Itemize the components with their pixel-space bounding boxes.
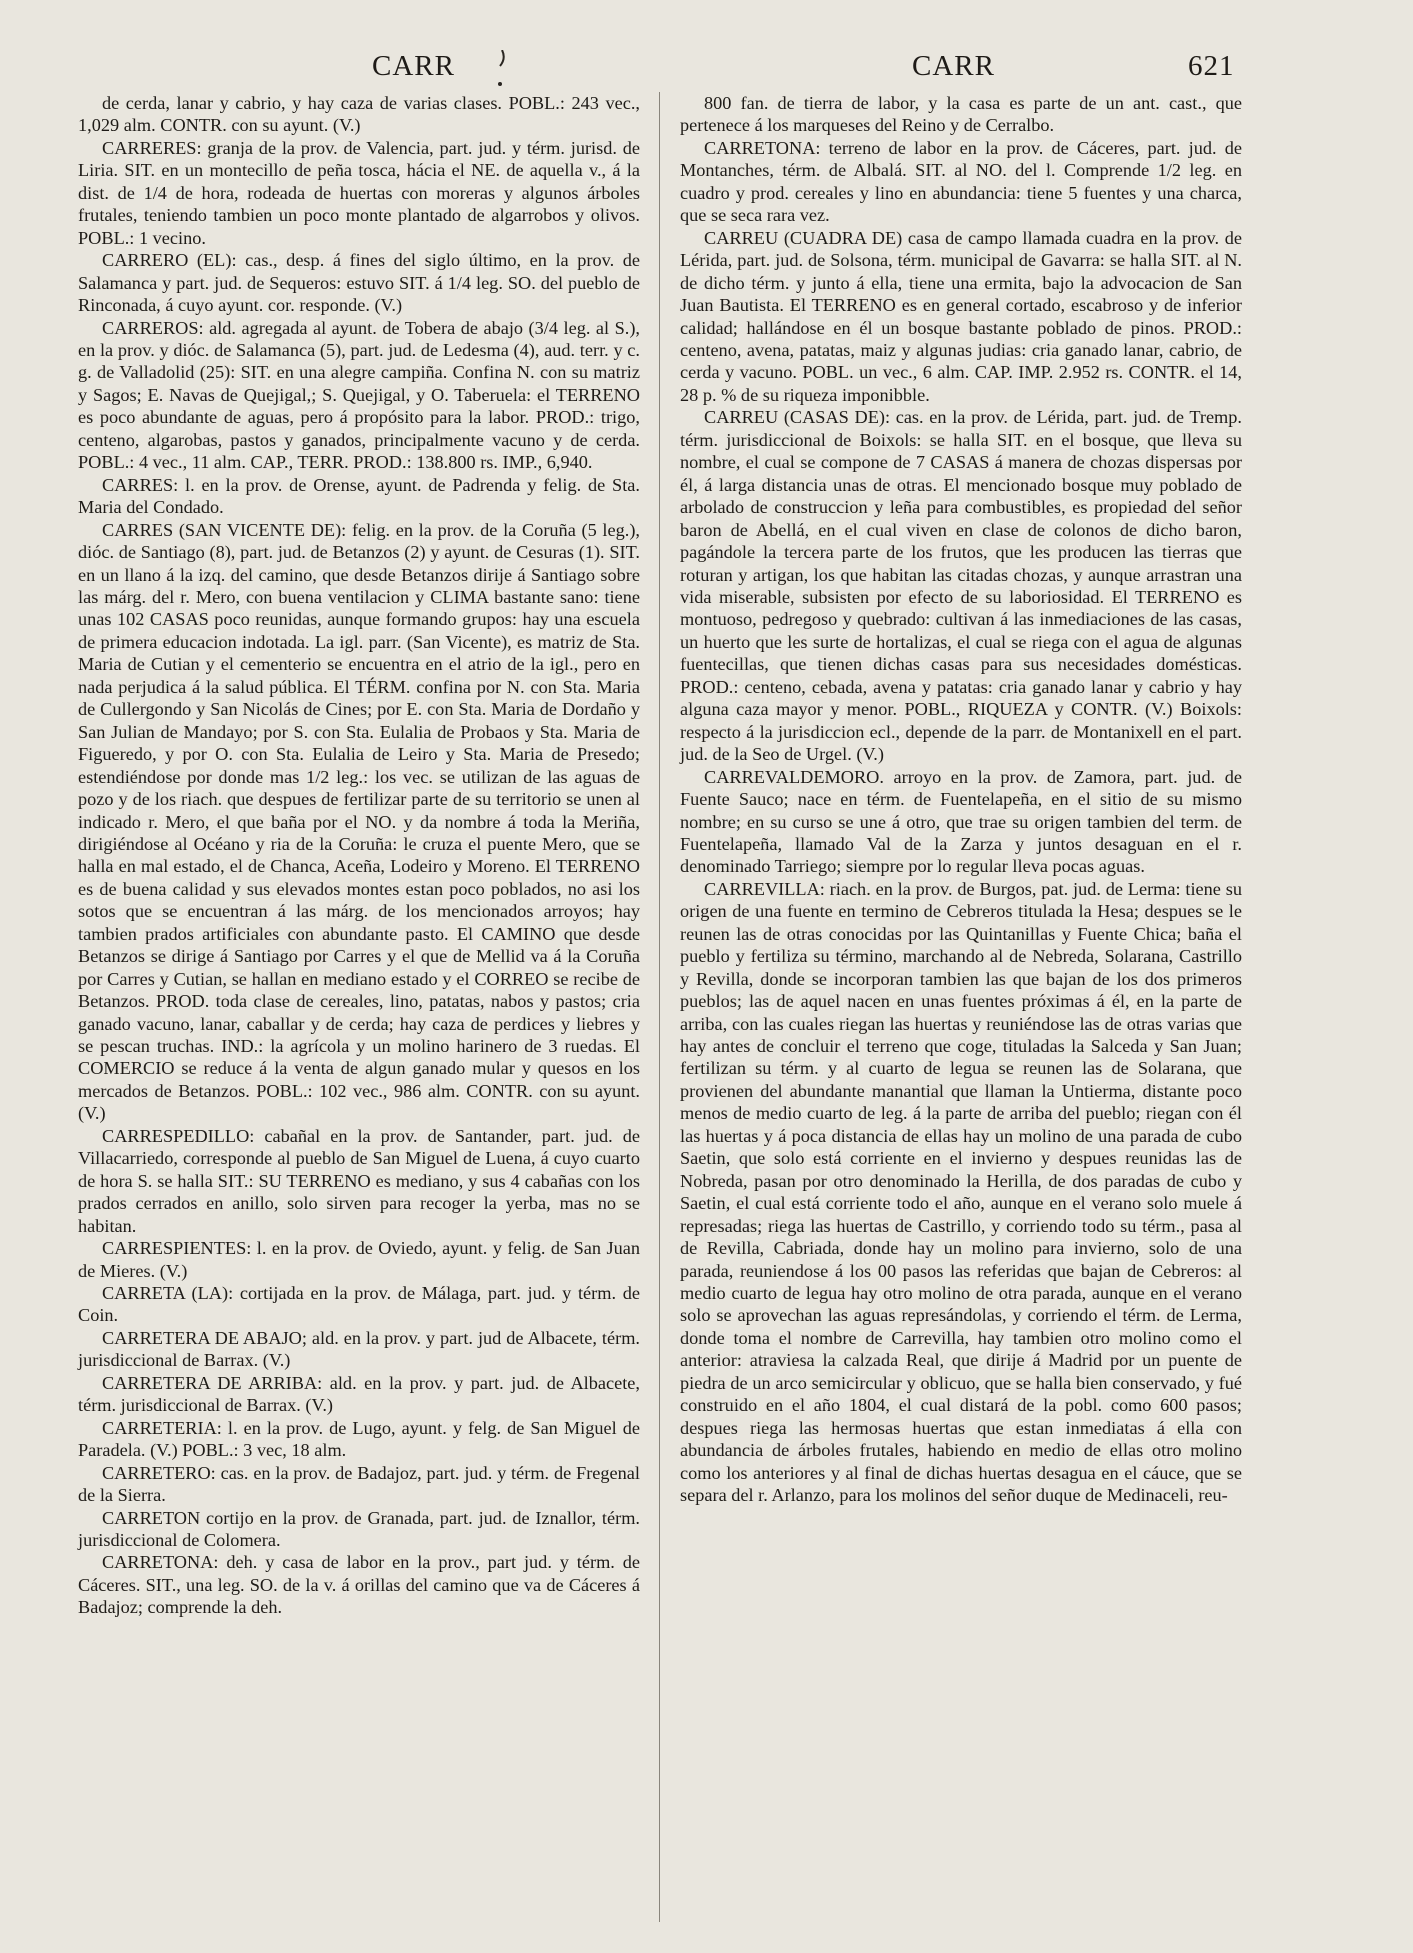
- entry-carreteria: CARRETERIA: l. en la prov. de Lugo, ayunt. y felg. de San Miguel de Paradela. (V.) POBL.: 3 vec, 18 alm.: [78, 1417, 640, 1461]
- left-running-headword: CARR: [372, 50, 455, 82]
- page-header: [0, 50, 1413, 94]
- right-column: [680, 92, 1242, 1507]
- entry-carrero: CARRERO (EL): cas., desp. á fines del siglo último, en la prov. de Salamanca y part. jud. de Sequeros: estuvo SIT. á 1/4 leg. SO. del pueblo de Rinconada, á cuyo ayunt. cor. responde. (V.): [78, 250, 640, 316]
- entry-carreu-cuadra: CARREU (CUADRA DE) casa de campo llamada cuadra en la prov. de Lérida, part. jud. de Solsona, térm. municipal de Gavarra: se halla SIT. al N. de dicho térm. y junto á ella, tiene una ermita, bajo la advocacion de San Juan Bautista. El TERRENO es en general cortado, escabroso y de inferior calidad; hallándose en él un bosque bastante poblado de pinos. PROD.: centeno, avena, patatas, maiz y algunas judias: cria ganado lanar, cabrio, de cerda y vacuno. POBL. un vec., 6 alm. CAP. IMP. 2.952 rs. CONTR. el 14, 28 p. % de su riqueza imponibble.: [680, 227, 1242, 405]
- entry-carreres: CARRERES: granja de la prov. de Valencia, part. jud. y térm. jurisd. de Liria. SIT. en un montecillo de peña tosca, hácia el NE. de aquella v., á la dist. de 1/4 de hora, rodeada de huertas con moreras y algunos árboles frutales, teniendo tambien un poco monte plantado de algarrobos y olivos. POBL.: 1 vecino.: [78, 137, 640, 248]
- entry-carreton: CARRETON cortijo en la prov. de Granada, part. jud. de Iznallor, térm. jurisdiccional de Colomera.: [78, 1507, 640, 1550]
- entry-carrespedillo: CARRESPEDILLO: cabañal en la prov. de Santander, part. jud. de Villacarriedo, corresponde al pueblo de San Miguel de Luena, á cuyo cuarto de hora S. se halla SIT.: SU TERRENO es mediano, y sus 4 cabañas con los prados cerrados en anillo, solo sirven para recoger la yerba, mas no se habitan.: [78, 1125, 640, 1236]
- entry-continuation: de cerda, lanar y cabrio, y hay caza de varias clases. POBL.: 243 vec., 1,029 alm. CONTR. con su ayunt. (V.): [78, 93, 640, 136]
- entry-continuation: 800 fan. de tierra de labor, y la casa es parte de un ant. cast., que pertenece á los marqueses del Reino y de Cerralbo.: [680, 93, 1242, 136]
- page-number: 621: [1188, 50, 1235, 82]
- entry-carretero: CARRETERO: cas. en la prov. de Badajoz, part. jud. y térm. de Fregenal de la Sierra.: [78, 1462, 640, 1506]
- entry-carres-san-vicente: CARRES (SAN VICENTE DE): felig. en la prov. de la Coruña (5 leg.), dióc. de Santiago (8), part. jud. de Betanzos (2) y ayunt. de Cesuras (1). SIT. en un llano á la izq. del camino, que desde Betanzos dirije á Santiago sobre las márg. del r. Mero, con buena ventilacion y CLIMA bastante sano: tiene unas 102 CASAS poco reunidas, aunque formando grupos: hay una escuela de primera educacion indotada. La igl. parr. (San Vicente), es matriz de Sta. Maria de Cutian y el cementerio se encuentra en el atrio de la igl., pero en nada perjudica á la salud pública. El TÉRM. confina por N. con Sta. Maria de Cullergondo y San Nicolás de Cines; por E. con Sta. Maria de Dordaño y San Julian de Mandayo; por S. con Sta. Eulalia de Probaos y Sta. Maria de Figueredo, y por O. con Sta. Eulalia de Leiro y Sta. Maria de Presedo; estendiéndose por donde mas 1/2 leg.: los vec. se utilizan de las aguas de pozo y de los riach. que despues de fertilizar parte de su territorio se unen al indicado r. Mero, el que baña por el NO. y da nombre á toda la Meriña, dirigiéndose al Océano y ria de la Coruña: le cruza el puente Mero, que se halla en mal estado, el de Chanca, Aceña, Lodeiro y Moreno. El TERRENO es de buena calidad y sus elevados montes estan poco poblados, no asi los sotos que se encuentran á las márg. de los mencionados arroyos; hay tambien prados artificiales con abundante pasto. El CAMINO que desde Betanzos se dirige á Santiago por Carres y el que de Mellid va á la Coruña por Carres y Cutian, se hallan en mediano estado y el CORREO se recibe de Betanzos. PROD. toda clase de cereales, lino, patatas, nabos y pastos; cria ganado vacuno, lanar, caballar y de cerda; hay caza de perdices y liebres y se pescan truchas. IND.: la agrícola y un molino harinero de 3 ruedas. El COMERCIO se reduce á la venta de algun ganado mular y quesos en los mercados de Betanzos. POBL.: 102 vec., 986 alm. CONTR. con su ayunt. (V.): [78, 519, 640, 1124]
- entry-carretera-de-abajo: CARRETERA DE ABAJO; ald. en la prov. y part. jud de Albacete, térm. jurisdiccional de Barrax. (V.): [78, 1327, 640, 1371]
- entry-carretona-deh: CARRETONA: deh. y casa de labor en la prov., part jud. y térm. de Cáceres. SIT., una leg. SO. de la v. á orillas del camino que va de Cáceres á Badajoz; comprende la deh.: [78, 1552, 640, 1618]
- entry-carreros: CARREROS: ald. agregada al ayunt. de Tobera de abajo (3/4 leg. al S.), en la prov. y dióc. de Salamanca (5), part. jud. de Ledesma (4), aud. terr. y c. g. de Valladolid (25): SIT. en una alegre campiña. Confina N. con su matriz y Sagos; E. Navas de Quejigal,; S. Quejigal, y O. Taberuela: el TERRENO es poco abundante de aguas, pero á propósito para la labor. PROD.: trigo, centeno, algarobas, pastos y ganados, principalmente vacuno y de cerda. POBL.: 4 vec., 11 alm. CAP., TERR. PROD.: 138.800 rs. IMP., 6,940.: [78, 317, 640, 473]
- entry-carretona-terreno: CARRETONA: terreno de labor en la prov. de Cáceres, part. jud. de Montanches, térm. de Albalá. SIT. al NO. del l. Comprende 1/2 leg. en cuadro y prod. cereales y lino en abundancia: tiene 5 fuentes y una charca, que se seca rara vez.: [680, 137, 1242, 226]
- entry-carrevaldemoro: CARREVALDEMORO. arroyo en la prov. de Zamora, part. jud. de Fuente Sauco; nace en térm. de Fuentelapeña, en el sitio de su mismo nombre; en su curso se une á otro, que trae su origen tambien del term. de Fuentelapeña, llamado Val de la Zarza y juntos desaguan en el r. denominado Tarriego; siempre por lo regular lleva pocas aguas.: [680, 766, 1242, 877]
- text-columns: [78, 92, 1268, 1942]
- entry-carreta: CARRETA (LA): cortijada en la prov. de Málaga, part. jud. y térm. de Coin.: [78, 1283, 640, 1326]
- column-divider: [659, 92, 660, 1922]
- entry-carretera-de-arriba: CARRETERA DE ARRIBA: ald. en la prov. y part. jud. de Albacete, térm. jurisdiccional de Barrax. (V.): [78, 1372, 640, 1416]
- right-running-headword: CARR: [912, 50, 995, 82]
- entry-carreu-casas: CARREU (CASAS DE): cas. en la prov. de Lérida, part. jud. de Tremp. térm. jurisdiccional de Boixols: se halla SIT. en el bosque, que lleva su nombre, el cual se compone de 7 CASAS á manera de chozas dispersas por él, á larga distancia unas de otras. El mencionado bosque muy poblado de arbolado de construccion y leña para combustibles, es propiedad del señor baron de Abellá, en el cual viven en clase de colonos de dicho baron, pagándole la tercera parte de los frutos, que les producen las tierras que roturan y artigan, los que habitan las citadas chozas, y aunque arrastran una vida miserable, subsisten por efecto de su laboriosidad. El TERRENO es montuoso, pedregoso y quebrado: cultivan á las inmediaciones de las casas, un huerto que les surte de hortalizas, el cual se riega con el agua de algunas fuentecillas, que tienen dichas casas para sus necesidades domésticas. PROD.: centeno, cebada, avena y patatas: cria ganado lanar y cabrio y hay alguna caza mayor y menor. POBL., RIQUEZA y CONTR. (V.) Boixols: respecto á la jurisdiccion ecl., depende de la parr. de Montanixell en el part. jud. de la Seo de Urgel. (V.): [680, 407, 1242, 765]
- left-column: [78, 92, 640, 1619]
- entry-carrespientes: CARRESPIENTES: l. en la prov. de Oviedo, ayunt. y felig. de San Juan de Mieres. (V.): [78, 1238, 640, 1281]
- entry-carrevilla: CARREVILLA: riach. en la prov. de Burgos, pat. jud. de Lerma: tiene su origen de una fuente en termino de Cebreros titulada la Hesa; despues se le reunen las de otras conocidas por las Quintanillas y Fuente Chica; baña el pueblo y fertiliza su término, marchando al de Nebreda, Solarana, Castrillo y Revilla, donde se incorporan tambien las que bajan de los dos primeros pueblos; las de aquel nacen en unas fuentes próximas á él, en la parte de arriba, con las cuales riegan las huertas y reuniéndose las de otras varias que hay antes de concluir el terreno que coge, tituladas la Salceda y San Juan; fertilizan su térm. y al cuarto de legua se reunen las de Solarana, que provienen del abundante manantial que llaman la Untierma, distante poco menos de medio cuarto de leg. á la parte de arriba del pueblo; riegan con él las huertas y á poca distancia de ellas hay un molino de una parada de cubo Saetin, que solo está corriente en el invierno y despues reunidas las de Nobreda, pasan por otro denominado la Herilla, de dos paradas de cubo y Saetin, el cual está corriente todo el año, aunque en el verano solo muele á represadas; riega las huertas de Castrillo, y corriendo todo su térm., pasa al de Revilla, Cabriada, donde hay un molino para invierno, solo de una parada, reuniendose á los 00 pasos las referidas que bajan de Cebreros: al medio cuarto de legua hay otro molino de otra parada, aunque en el verano solo se aprovechan las aguas represándolas, y corriendo el térm. de Lerma, donde toma el nombre de Carrevilla, hay tambien otro molino como el anterior: atraviesa la calzada Real, que dirije á Madrid por un puente de piedra de un arco semicircular y oblicuo, que se halla bien conservado, y fué construido en el año 1804, el cual distará de la pobl. como 600 pasos; despues riega las hermosas huertas que estan inmediatas á ella con abundancia de árboles frutales, habiendo en medio de ellas otro molino como los anteriores y al final de dichas huertas desagua en el cáuce, que se separa del r. Arlanzo, para los molinos del señor duque de Medinaceli, reu-: [680, 878, 1242, 1506]
- ink-stroke-mark: [488, 50, 522, 90]
- entry-carres: CARRES: l. en la prov. de Orense, ayunt. de Padrenda y felig. de Sta. Maria del Condado.: [78, 474, 640, 518]
